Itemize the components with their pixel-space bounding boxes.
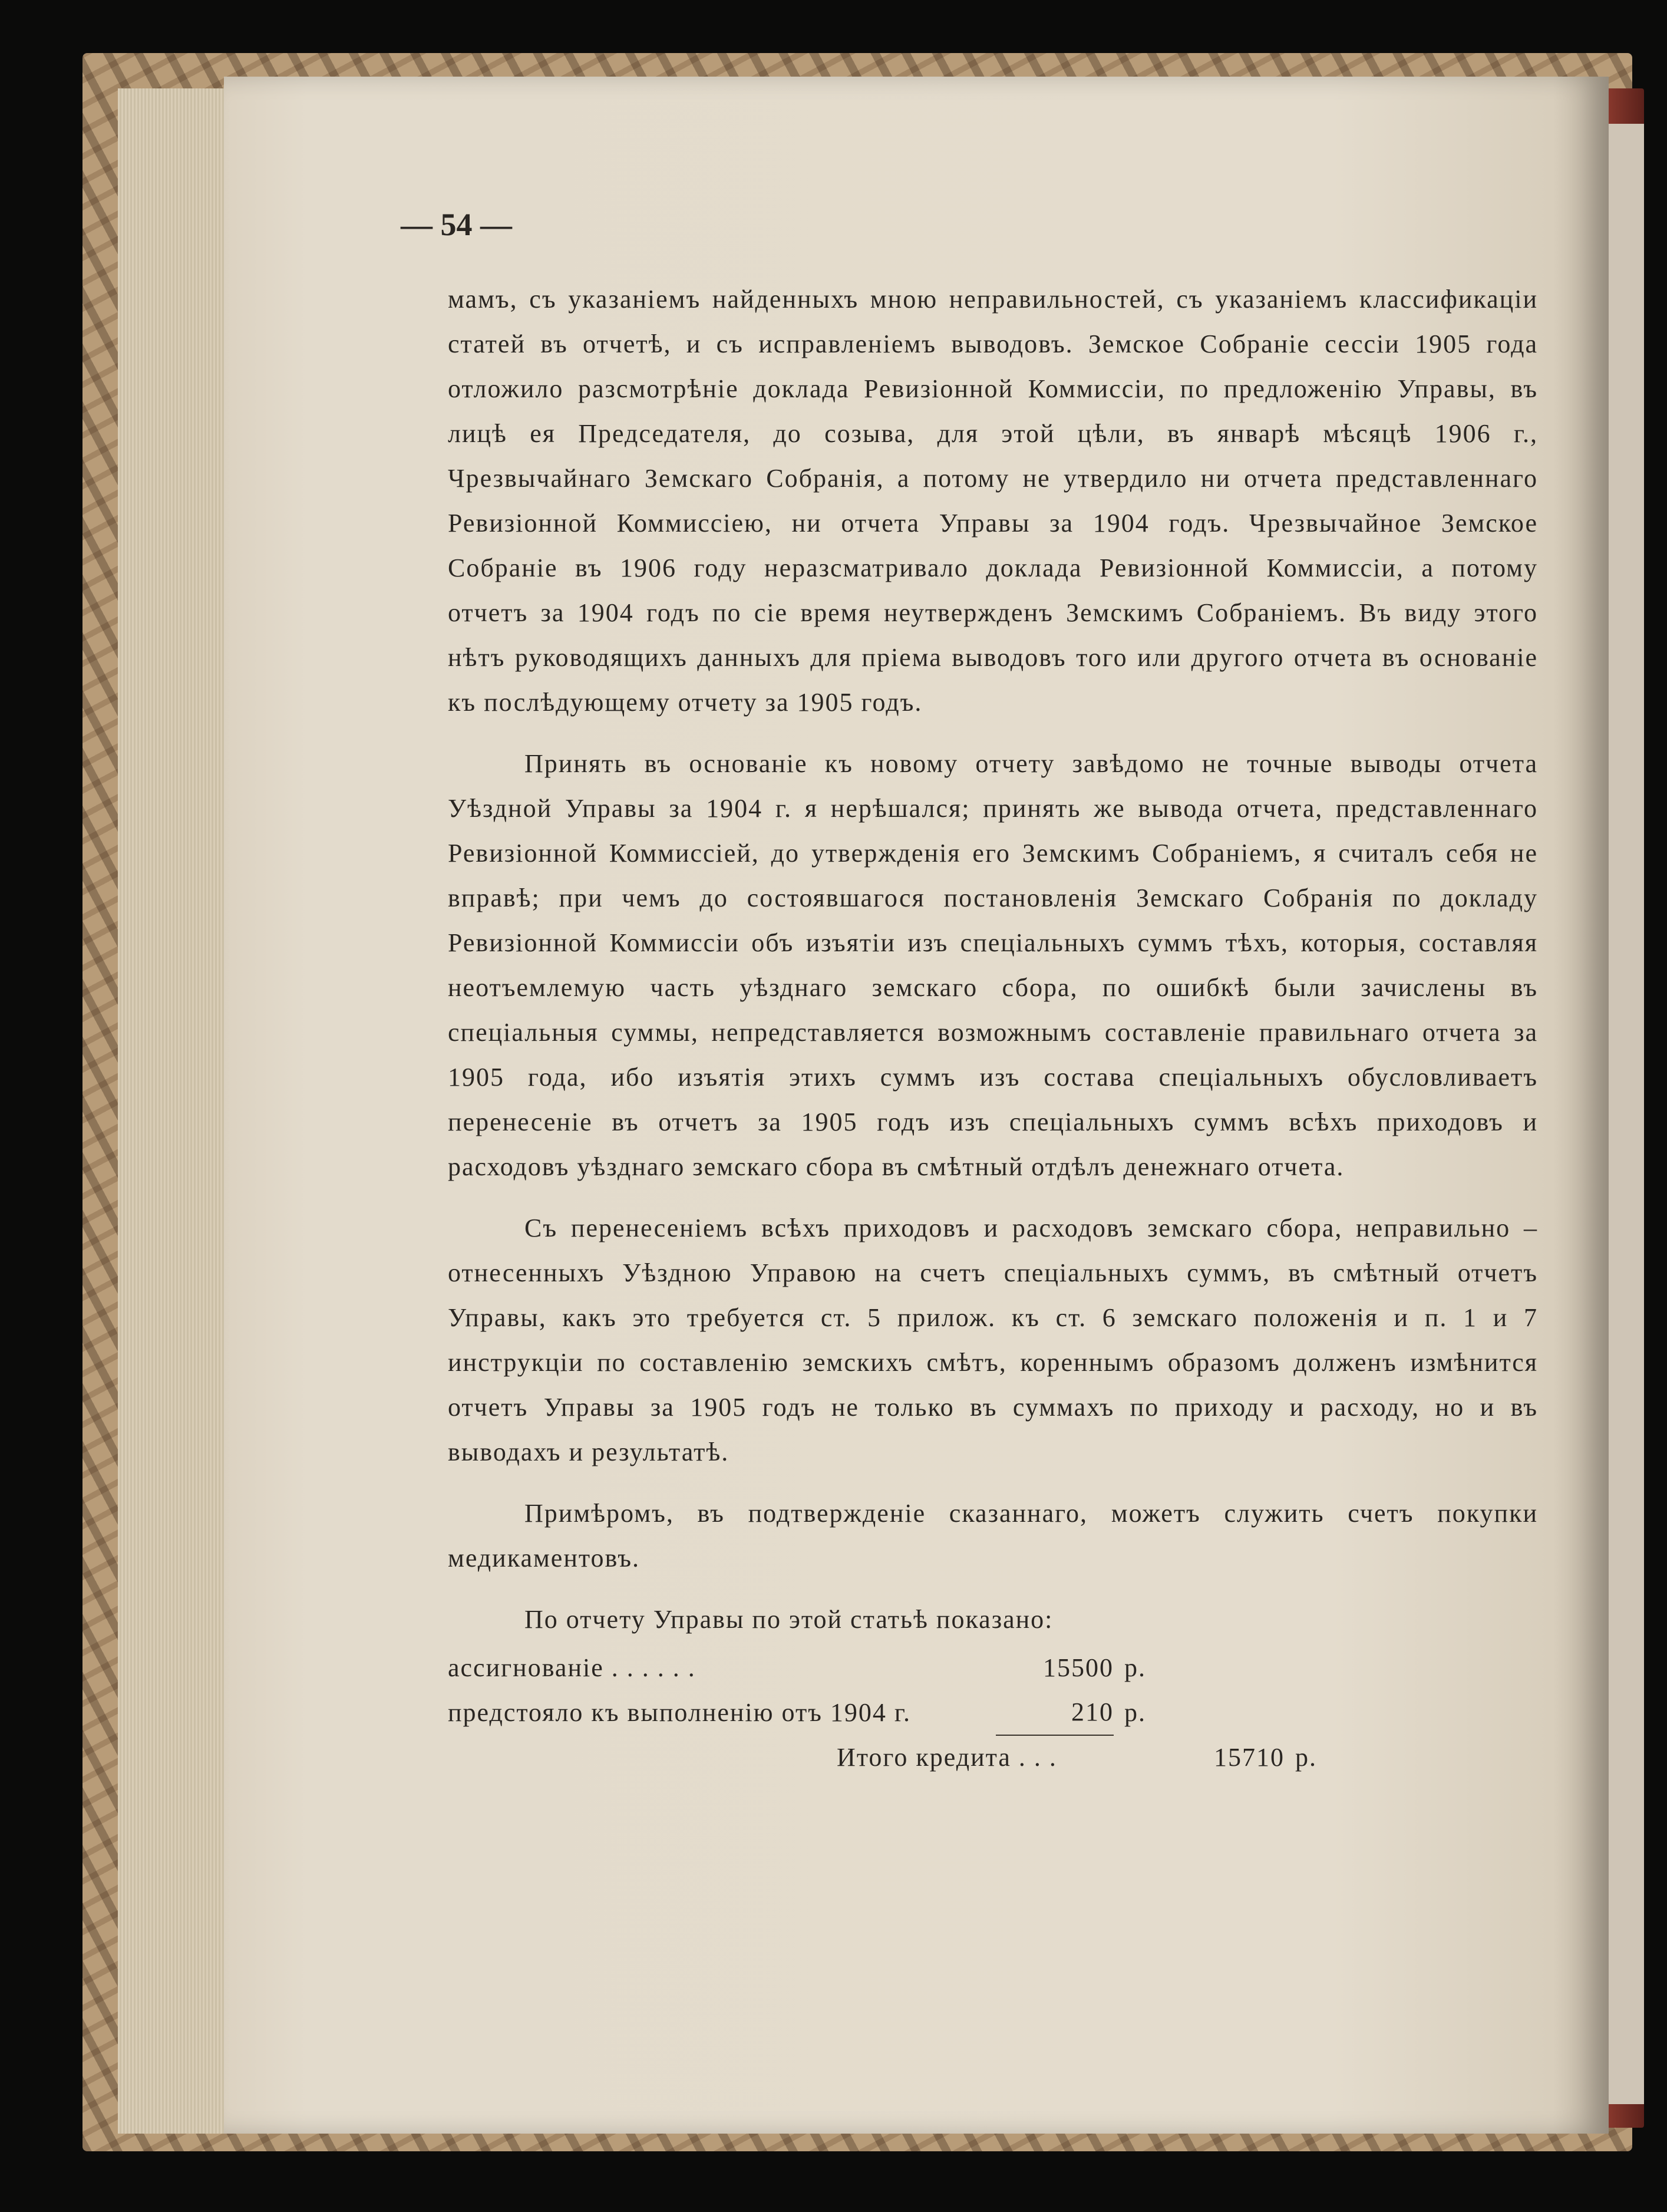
total-amount: 15710	[1214, 1743, 1285, 1772]
paragraph-2: Принять въ основаніе къ новому отчету завѣдомо не точные выводы отчета Уѣздной Управы за 1904 г. я нерѣшался; принять же вывода отчета, представленнаго Ревизіонной Коммиссіей, до утвержденія его Земскимъ Собраніемъ, я считалъ себя не вправѣ; при чемъ до состоявшагося постановленія Земскаго Собранія по докладу Ревизіонной Коммиссіи объ изъятіи изъ спеціальныхъ суммъ тѣхъ, которыя, составляя неотъемлемую часть уѣзднаго земскаго сбора, по ошибкѣ были зачислены въ спеціальныя суммы, непредставляется возможнымъ составленіе правильнаго отчета за 1905 года, ибо изъятія этихъ суммъ изъ состава спеціальныхъ обусловливаетъ перенесеніе въ отчетъ за 1905 годъ изъ спеціальныхъ суммъ всѣхъ приходовъ и расходовъ уѣзднаго земскаго сбора въ смѣтный отдѣлъ денежнаго отчета.	[448, 749, 1538, 1181]
row-amount: 15500	[1043, 1653, 1114, 1682]
total-unit: р.	[1295, 1743, 1317, 1772]
table-row	[448, 1690, 1538, 1735]
facing-page-edge	[1609, 124, 1644, 2104]
table-total-row	[448, 1735, 1538, 1780]
row-amount: 210	[996, 1690, 1114, 1736]
paragraph-5: По отчету Управы по этой статьѣ показано:	[524, 1605, 1054, 1634]
row-label: ассигнованіе . . . . . .	[448, 1653, 696, 1682]
table-row	[448, 1646, 1538, 1690]
paragraph-3: Съ перенесеніемъ всѣхъ приходовъ и расходовъ земскаго сбора, неправильно – отнесенныхъ Уѣздною Управою на счетъ спеціальныхъ суммъ, въ смѣтный отчетъ Управы, какъ это требуется ст. 5 прилож. къ ст. 6 земскаго положенія и п. 1 и 7 инструкціи по составленію земскихъ смѣтъ, кореннымъ образомъ долженъ измѣнится отчетъ Управы за 1905 годъ не только въ суммахъ по приходу и расходу, но и въ выводахъ и результатѣ.	[448, 1214, 1538, 1466]
row-unit: р.	[1124, 1653, 1146, 1682]
credit-table	[448, 1646, 1538, 1780]
paragraph-4: Примѣромъ, въ подтвержденіе сказаннаго, можетъ служить счетъ покупки медикаментовъ.	[448, 1499, 1538, 1573]
row-unit: р.	[1124, 1698, 1146, 1727]
row-label: предстояло къ выполненію отъ 1904 г.	[448, 1698, 912, 1727]
page-number: — 54 —	[401, 207, 512, 242]
page-text	[448, 277, 1538, 1780]
paragraph-1: мамъ, съ указаніемъ найденныхъ мною неправильностей, съ указаніемъ классификаціи статей въ отчетѣ, и съ исправленіемъ выводовъ. Земское Собраніе сессіи 1905 года отложило разсмотрѣніе доклада Ревизіонной Коммиссіи, по предложенію Управы, въ лицѣ ея Председателя, до созыва, для этой цѣли, въ январѣ мѣсяцѣ 1906 г., Чрезвычайнаго Земскаго Собранія, а потому не утвердило ни отчета представленнаго Ревизіонной Коммиссіею, ни отчета Управы за 1904 годъ. Чрезвычайное Земское Собраніе въ 1906 году неразсматривало доклада Ревизіонной Коммиссіи, а потому отчетъ за 1904 годъ по сіе время неутвержденъ Земскимъ Собраніемъ. Въ виду этого нѣтъ руководящихъ данныхъ для пріема выводовъ того или другого отчета въ основаніе къ послѣдующему отчету за 1905 годъ.	[448, 285, 1538, 717]
total-label: Итого кредита . . .	[837, 1743, 1057, 1772]
